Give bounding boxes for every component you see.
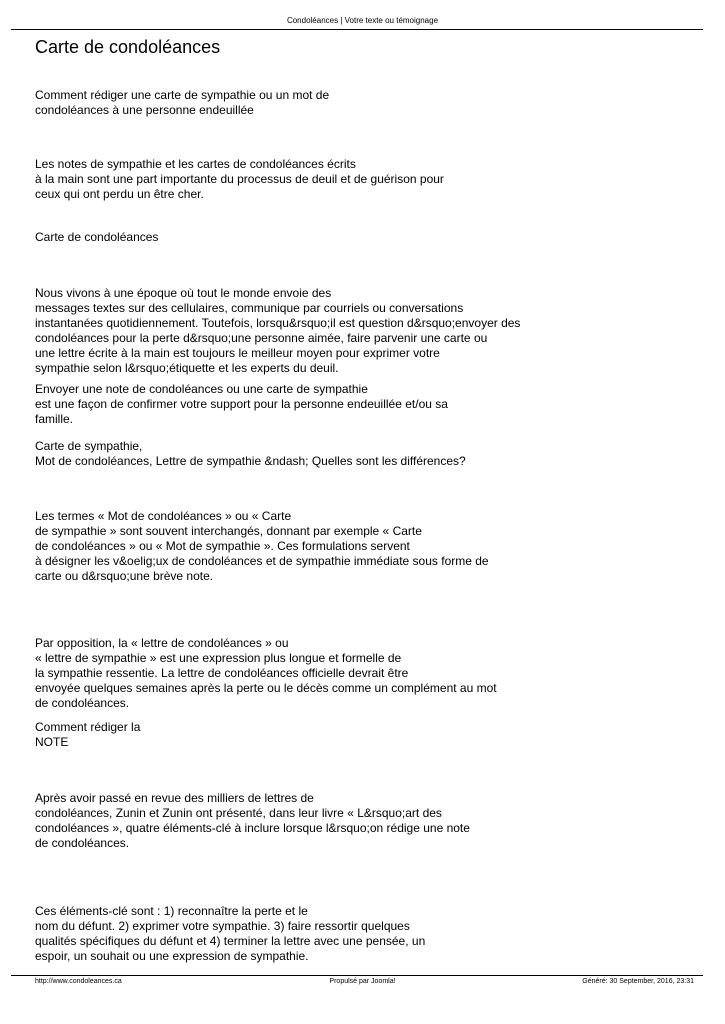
paragraph-notes: Les notes de sympathie et les cartes de condoléances écrits à la main sont une part importante du processus de deuil et de guérison pour ceux qui ont perdu un être cher. [35, 157, 444, 201]
paragraph-termes: Les termes « Mot de condoléances » ou « Carte de sympathie » sont souvent interchangés, donnant par exemple « Carte de condoléances » ou « Mot de sympathie ». Ces formulations servent à désigner les v&oelig;ux de condoléances et de sympathie immédiate sous forme de carte ou d&rsquo;une brève note. [35, 509, 489, 583]
heading-differences: Carte de sympathie, Mot de condoléances, Lettre de sympathie &ndash; Quelles sont les différences? [35, 439, 466, 468]
paragraph-epoque: Nous vivons à une époque où tout le monde envoie des messages textes sur des cellulaires, communique par courriels ou conversations instantanées quotidiennement. Toutefois, lorsqu&rsquo;il est question d&rsquo;envoyer des condoléances pour la perte d&rsquo;une personne aimée, faire parvenir une carte ou une lettre écrite à la main est toujours le meilleur moyen pour exprimer votre sympathie selon l&rsquo;étiquette et les experts du deuil. [35, 286, 521, 375]
paragraph-opposition: Par opposition, la « lettre de condoléances » ou « lettre de sympathie » est une expression plus longue et formelle de la sympathie ressentie. La lettre de condoléances officielle devrait être envoyée quelques semaines après la perte ou le décès comme un complément au mot de condoléances. [35, 636, 497, 710]
paragraph-intro: Comment rédiger une carte de sympathie ou un mot de condoléances à une personne endeuillée [35, 88, 330, 117]
paragraph-elements-cle: Ces éléments-clé sont : 1) reconnaître la perte et le nom du défunt. 2) exprimer votre sympathie. 3) faire ressortir quelques qualités spécifiques du défunt et 4) terminer la lettre avec une pensée, un espoir, un souhait ou une expression de sympathie. [35, 904, 426, 963]
header-divider [11, 29, 703, 30]
paragraph-zunin: Après avoir passé en revue des milliers de lettres de condoléances, Zunin et Zunin ont présenté, dans leur livre « L&rsquo;art des condoléances », quatre éléments-clé à inclure lorsque l&rsquo;on rédige une note de condoléances. [35, 791, 470, 850]
heading-comment-rediger: Comment rédiger la NOTE [35, 720, 141, 749]
footer-generated: Généré: 30 September, 2016, 23:31 [582, 978, 694, 985]
header-title: Condoléances | Votre texte ou témoignage [286, 16, 439, 25]
footer-powered-by: Propulsé par Joomla! [329, 978, 396, 985]
footer-url: http://www.condoleances.ca [35, 978, 122, 985]
heading-carte-condoleances: Carte de condoléances [35, 230, 159, 244]
page-title: Carte de condoléances [35, 37, 221, 57]
footer-divider [11, 975, 703, 976]
paragraph-envoyer: Envoyer une note de condoléances ou une carte de sympathie est une façon de confirmer votre support pour la personne endeuillée et/ou sa famille. [35, 382, 448, 426]
